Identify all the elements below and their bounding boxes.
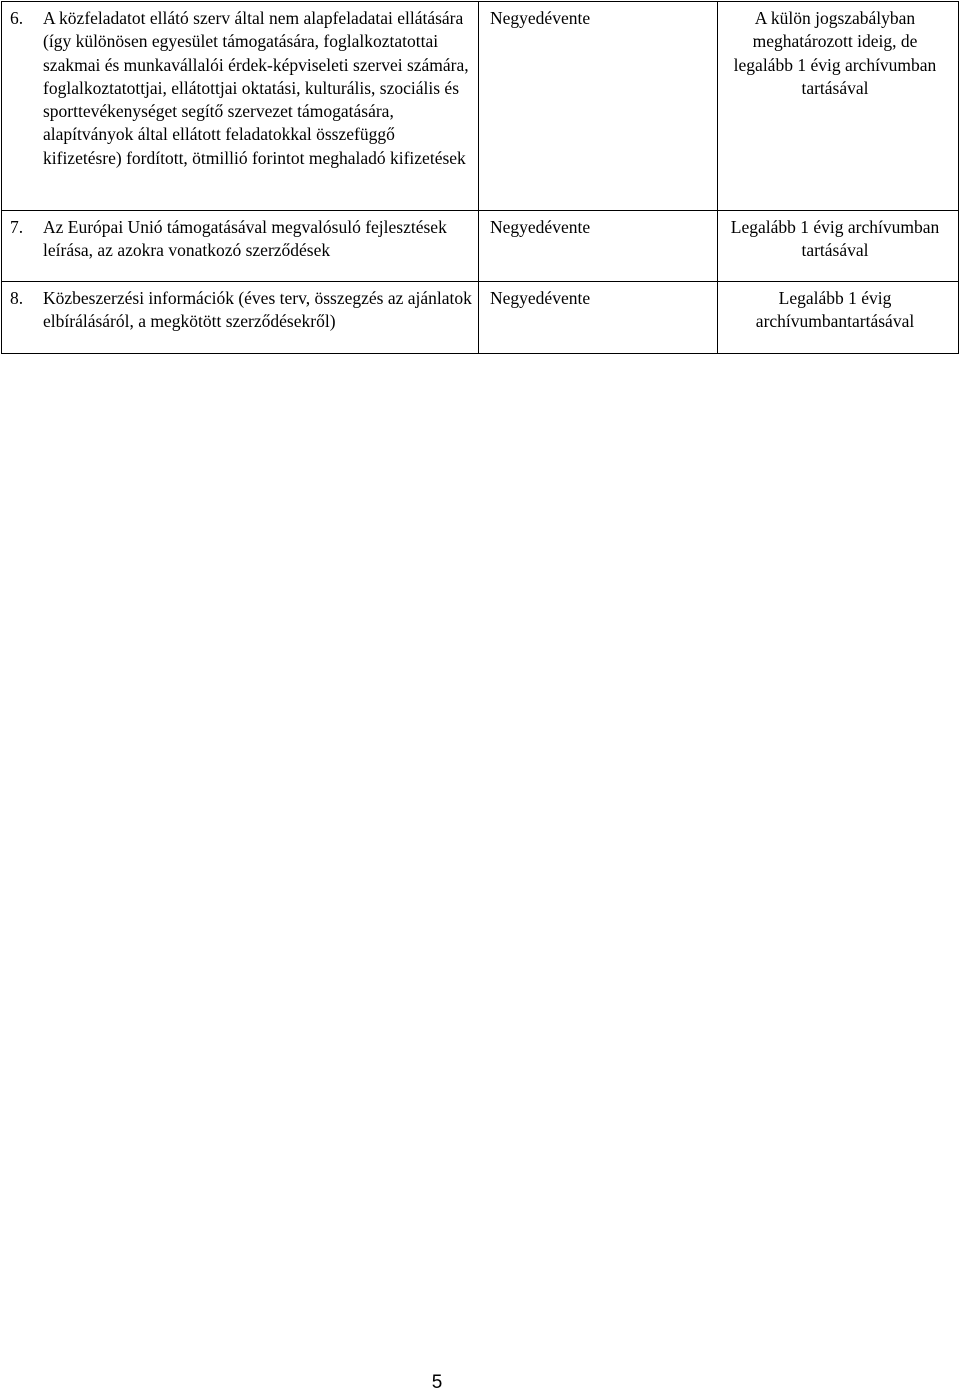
table-row [2, 211, 959, 282]
description-cell [2, 211, 479, 282]
description-cell [2, 2, 479, 211]
retention-cell [718, 282, 959, 354]
frequency-cell [479, 211, 718, 282]
table-row [2, 2, 959, 211]
row-frequency: Negyedévente [490, 8, 591, 28]
row-frequency: Negyedévente [490, 217, 591, 237]
disclosure-table [1, 1, 959, 354]
description-cell [2, 282, 479, 354]
page-number: 5 [431, 1372, 443, 1393]
row-retention: Legalább 1 évig archívumbantartásával [755, 288, 915, 332]
row-number: 7. [10, 217, 24, 237]
row-description: Az Európai Unió támogatásával megvalósuló fejlesztések leírása, az azokra vonatkozó szerződések [43, 217, 447, 261]
row-retention: Legalább 1 évig archívumban tartásával [730, 217, 940, 261]
frequency-cell [479, 282, 718, 354]
row-description: Közbeszerzési információk (éves terv, összegzés az ajánlatok elbírálásáról, a megkötött szerződésekről) [43, 288, 472, 332]
frequency-cell [479, 2, 718, 211]
row-number: 6. [10, 8, 24, 28]
row-description: A közfeladatot ellátó szerv által nem alapfeladatai ellátására (így különösen egyesület támogatására, foglalkoztatottai szakmai és munkavállalói érdek-képviseleti szervei számára, foglalkoztatottjai, ellátottjai oktatási, kulturális, szociális és sporttevékenységet segítő szervezet támogatására, alapítványok által ellátott feladatokkal összefüggő kifizetésre) fordított, ötmillió forintot meghaladó kifizetések [43, 8, 469, 168]
row-retention: A külön jogszabályban meghatározott ideig, de legalább 1 évig archívumban tartásával [733, 8, 937, 98]
retention-cell [718, 2, 959, 211]
table-row [2, 282, 959, 354]
retention-cell [718, 211, 959, 282]
row-frequency: Negyedévente [490, 288, 591, 308]
row-number: 8. [10, 288, 24, 308]
